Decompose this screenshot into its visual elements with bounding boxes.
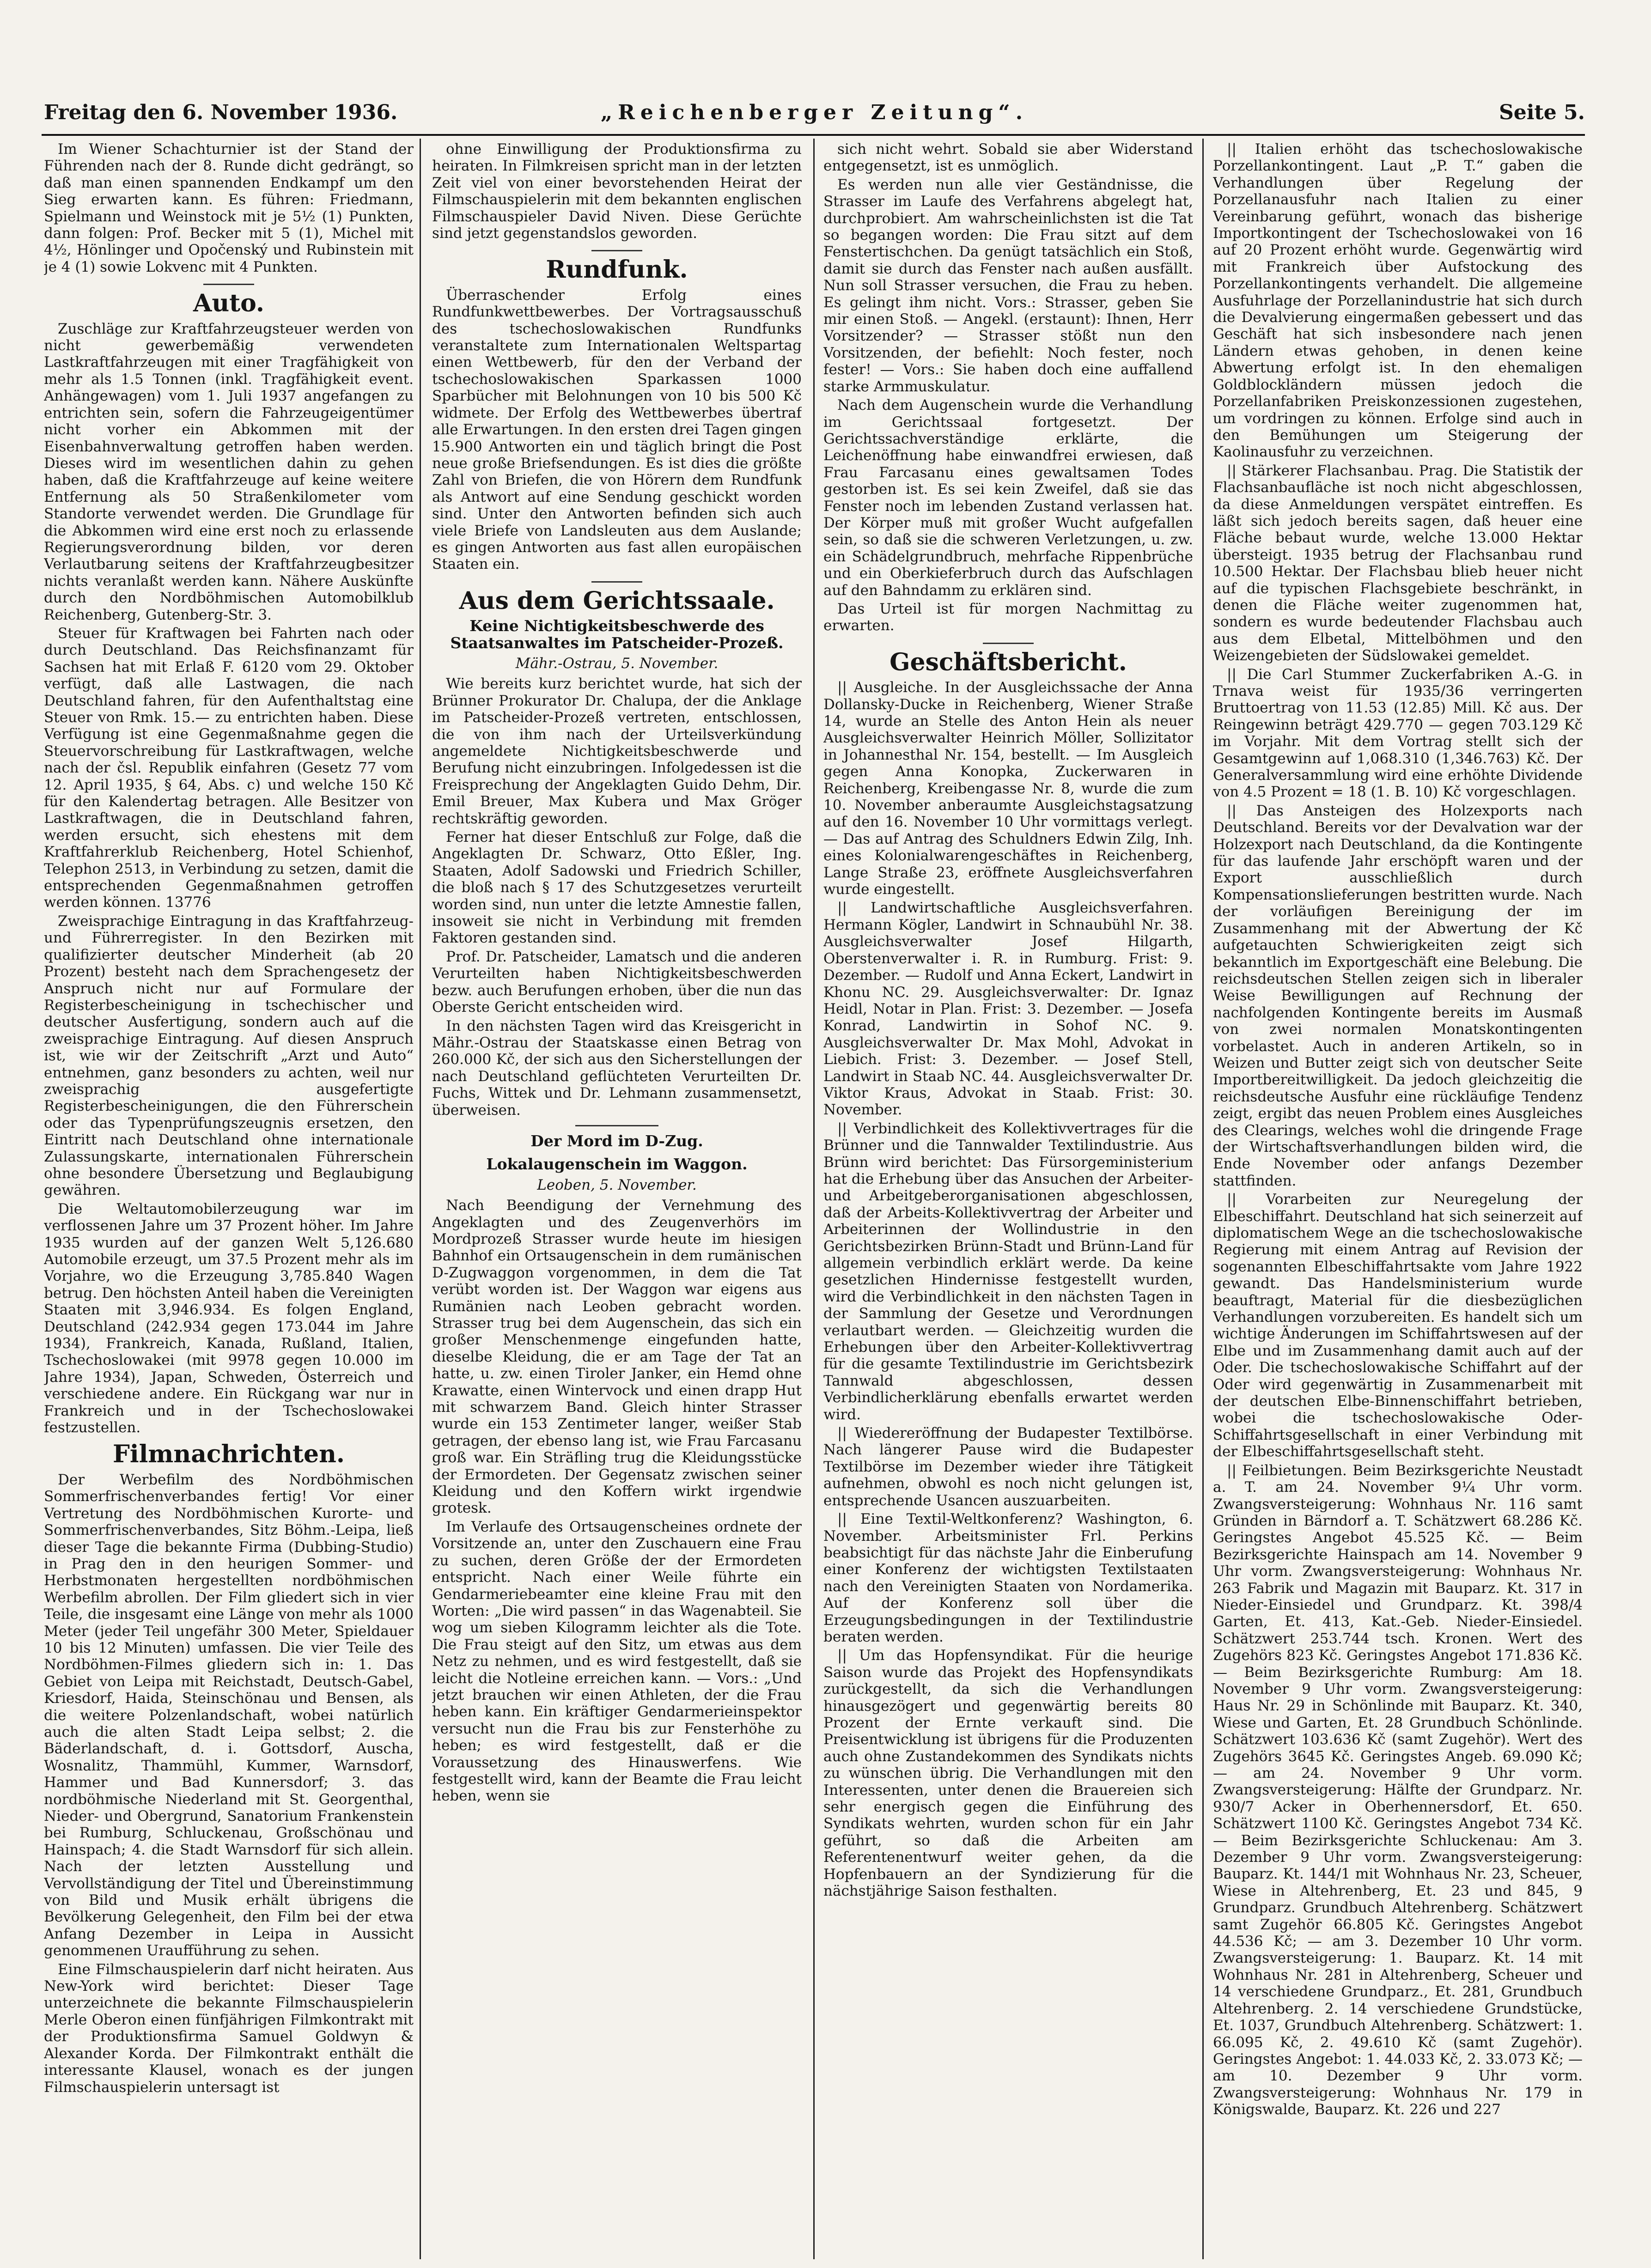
masthead bbox=[44, 101, 1585, 133]
section-title-business: Geschäftsbericht. bbox=[889, 648, 1127, 676]
section-title-auto: Auto. bbox=[193, 289, 265, 318]
film-article: Der Werbefilm des Nordböhmischen Sommerfrischenverbandes fertig! Vor einer Vertretung des Nordböhmischen Kurorte- und Sommerfrischenverbandes, Sitz Böhm.-Leipa, ließ dieser Tage die bekannte Firma (Dubbing-Studio) in Prag den in den heurigen Sommer- und Herbstmonaten hergestellten nordböhmischen Werbefilm abrollen. Der Film gliedert sich in vier Teile, die insgesamt eine Länge von mehr als 1000 Meter (jeder Teil ungefähr 300 Meter, Spieldauer 10 bis 12 Minuten) umfassen. Die vier Teile des Nordböhmen-Filmes gliedern sich in: 1. Das Gebiet von Leipa mit Reichstadt, Deutsch-Gabel, Kriesdorf, Haida, Steinschönau und Bensen, als die weitere Polzenlandschaft, wobei natürlich auch die alten Stadt Leipa selbst; 2. die Bäderlandschaft, d. i. Gottsdorf, Auscha, Wosnalitz, Thammühl, Kummer, Warnsdorf, Hammer und Bad Kunnersdorf; 3. das nordböhmische Niederland mit St. Georgenthal, Nieder- und Obergrund, Sanatorium Frankenstein bei Rumburg, Schluckenau, Großschönau und Hainspach; 4. die Stadt Warnsdorf für sich allein. Nach der letzten Ausstellung und Vervollständigung der Titel und Übereinstimmung von Bild und Musik erhält übrigens die Bevölkerung Gelegenheit, den Film bei der etwa Anfang Dezember in Leipa in Aussicht genommenen Uraufführung zu sehen. bbox=[44, 1471, 414, 1959]
business-item: || Wiedereröffnung der Budapester Textilbörse. Nach längerer Pause wird die Budapester Textilbörse im Dezember wieder ihre Tätigkeit aufnehmen, obwohl es noch nicht gelungen ist, entsprechende Usancen auszuarbeiten. bbox=[823, 1425, 1193, 1509]
film-article-continued: ohne Einwilligung der Produktionsfirma zu heiraten. In Filmkreisen spricht man in der letzten Zeit viel von einer bevorstehenden Heirat der Filmschauspielerin mit dem bekannten englischen Filmschauspieler David Niven. Diese Gerüchte sind jetzt gegenstandslos geworden. bbox=[432, 141, 802, 242]
murder-article: Nach Beendigung der Vernehmung des Angeklagten und des Zeugenverhörs im Mordprozeß Strasser wurde heute im hiesigen Bahnhof ein Ortsaugenschein in dem rumänischen D-Zugwaggon vorgenommen, in dem die Tat verübt worden ist. Der Waggon war eigens aus Rumänien nach Leoben gebracht worden. Strasser trug bei dem Augenschein, das sich ein großer Menschenmenge eingefunden hatte, dieselbe Kleidung, die er am Tage der Tat an hatte, u. zw. einen Tiroler Janker, ein Hemd ohne Krawatte, einen Wintervock und einen drapp Hut mit schwarzem Band. Gleich hinter Strasser wurde ein 153 Zentimeter langer, weißer Stab getragen, der ebenso lang ist, wie Frau Farcasanu groß war. Ein Sträfling trug die Kleidungsstücke der Ermordeten. Der Gegensatz zwischen seiner Kleidung und den Koffern wirkt irgendwie grotesk. bbox=[432, 1197, 802, 1517]
court-article: In den nächsten Tagen wird das Kreisgericht in Mähr.-Ostrau der Staatskasse einen Betrag von 260.000 Kč, der sich aus den Sicherstellungen der nach Deutschland geflüchteten Verurteilten Dr. Fuchs, Wittek und Dr. Lehmann zusammensetzt, überweisen. bbox=[432, 1017, 802, 1119]
business-item: || Stärkerer Flachsanbau. Prag. Die Statistik der Flachsanbaufläche ist noch nicht abgeschlossen, da diese Anmeldungen verspätet eintreffen. Es läßt sich jedoch bereits sagen, daß heuer eine Fläche bebaut wurde, welche 13.000 Hektar übersteigt. 1935 betrug der Flachsanbau rund 10.500 Hektar. Der Flachsbau blieb heuer nicht auf die typischen Flachsgebiete beschränkt, in denen die Fläche weiter zugenommen hat, sondern es wurde bedeutender Flachsbau auch aus dem Elbetal, Mittelböhmen und den Weizengebieten der Südslowakei gemeldet. bbox=[1213, 462, 1583, 664]
business-item: || Verbindlichkeit des Kollektivvertrages für die Brünner und die Tannwalder Textilindustrie. Aus Brünn wird berichtet: Das Fürsorgeministerium hat die Erhebung über das Ansuchen der Arbeiter- und Arbeitgeberorganisationen abgeschlossen, daß der Arbeits-Kollektivvertrag der Arbeiter und Arbeiterinnen der Wollindustrie in den Gerichtsbezirken Brünn-Stadt und Brünn-Land für allgemein verbindlich erklärt werde. Da keine gesetzlichen Hindernisse festgestellt wurden, wird die Verbindlichkeit in den nächsten Tagen in der Sammlung der Gesetze und Verordnungen verlautbart werden. — Gleichzeitig wurden die Erhebungen über den Arbeiter-Kollektivvertrag für die gesamte Textilindustrie im Gerichtsbezirk Tannwald abgeschlossen, dessen Verbindlicherklärung ebenfalls erwartet werden wird. bbox=[823, 1120, 1193, 1423]
separator bbox=[983, 643, 1034, 644]
auto-article: Steuer für Kraftwagen bei Fahrten nach oder durch Deutschland. Das Reichsfinanzamt für Sachsen hat mit Erlaß F. 6120 vom 29. Oktober verfügt, daß alle Lastwagen, die nach Deutschland fahren, für den Aufenthaltstag eine Steuer von Rmk. 15.— zu entrichten haben. Diese Verfügung ist eine Gegenmaßnahme gegen die Steuervorschreibung für Lastkraftwagen, welche nach der čsl. Republik einfahren (Gesetz 77 vom 12. April 1935, § 64, Abs. c) und welche 150 Kč für den Kalendertag betragen. Alle Besitzer von Lastkraftwagen, die in Deutschland fahren, werden ersucht, sich ehestens mit dem Kraftfahrerklub Reichenberg, Hotel Schienhof, Telephon 2513, in Verbindung zu setzen, damit die entsprechenden Gegenmaßnahmen getroffen werden können. 13776 bbox=[44, 625, 414, 911]
column-4 bbox=[1213, 141, 1583, 2257]
column-1 bbox=[44, 141, 414, 2257]
business-item: || Die Carl Stummer Zuckerfabriken A.-G. in Trnava weist für 1935/36 verringerten Bruttoertrag von 11.53 (12.85) Mill. Kč aus. Der Reingewinn beträgt 429.770 — gegen 703.129 Kč im Vorjahr. Mit dem Vortrag stellt sich der Gesamtgewinn auf 1,068.310 (1,346.763) Kč. Der Generalversammlung wird eine erhöhte Dividende von 4.5 Prozent = 18 (1. B. 10) Kč vorgeschlagen. bbox=[1213, 666, 1583, 801]
business-item: || Um das Hopfensyndikat. Für die heurige Saison wurde das Projekt des Hopfensyndikats zurückgestellt, da sich die Verhandlungen hinausgezögert und gegenwärtig bereits 80 Prozent der Ernte verkauft sind. Die Preisentwicklung ist übrigens für die Produzenten auch ohne Zustandekommen des Syndikats nichts zu wünschen übrig. Die Verhandlungen mit den Interessenten, unter denen die Brauereien sich sehr energisch gegen die Einführung des Syndikats wehrten, wurden schon für ein Jahr geführt, so daß die Arbeiten am Referentenentwurf weiter gehen, da die Hopfenbauern an der Syndizierung für die nächstjährige Saison festhalten. bbox=[823, 1647, 1193, 1900]
page-number: Seite 5. bbox=[1499, 101, 1585, 124]
radio-article: Überraschender Erfolg eines Rundfunkwettbewerbes. Der Vortragsausschuß des tschechoslowakischen Rundfunks veranstaltete zum Internationalen Weltspartag einen Wettbewerb, für den der Verband der tschechoslowakischen Sparkassen 1000 Sparbücher mit Belohnungen von 10 bis 500 Kč widmete. Der Erfolg des Wettbewerbes übertraf alle Erwartungen. In den ersten drei Tagen gingen 15.900 Antworten ein und täglich bringt die Post neue große Briefsendungen. Es ist dies die größte Zahl von Briefen, die von Hörern dem Rundfunk als Antwort auf eine Sendung geschickt worden sind. Unter den Antworten befinden sich auch viele Briefe von Landsleuten aus dem Auslande; es gingen Antworten aus fast allen europäischen Staaten ein. bbox=[432, 286, 802, 573]
dateline: Leoben, 5. November. bbox=[537, 1176, 697, 1193]
murder-article-continued: sich nicht wehrt. Sobald sie aber Widerstand entgegensetzt, ist es unmöglich. bbox=[823, 141, 1193, 175]
business-item: || Vorarbeiten zur Neuregelung der Elbeschiffahrt. Deutschland hat sich seinerzeit auf diplomatischem Wege an die tschechoslowakische Regierung mit einem Antrag auf Revision der sogenannten Elbeschiffahrtsakte vom Jahre 1922 gewandt. Das Handelsministerium wurde beauftragt, Material für die diesbezüglichen Verhandlungen vorzubereiten. Es handelt sich um wichtige Änderungen im Schiffahrtswesen auf der Elbe und im Zusammenhang damit auch auf der Oder. Die tschechoslowakische Schiffahrt auf der Oder wird gegenwärtig in Zusammenarbeit mit der deutschen Elbe-Binnenschiffahrt betrieben, wobei die tschechoslowakische Oder-Schiffahrtsgesellschaft in einer Verbindung mit der Elbeschiffahrtsgesellschaft steht. bbox=[1213, 1191, 1583, 1460]
business-item: || Italien erhöht das tschechoslowakische Porzellankontingent. Laut „P. T.“ gaben die Verhandlungen über Regelung der Porzellanausfuhr nach Italien zu einer Vereinbarung geführt, wonach das bisherige Importkontingent der Tschechoslowakei von 16 auf 20 Prozent erhöht wurde. Gegenwärtig wird mit Frankreich über Aufstockung des Porzellankontingents verhandelt. Die allgemeine Ausfuhrlage der Porzellanindustrie hat sich durch die Devalvierung eingermaßen gebessert und das Geschäft hat sich insbesondere nach jenen Ländern etwas gehoben, in denen keine Abwertung erfolgt ist. In den ehemaligen Goldblockländern müssen jedoch die Porzellanfabriken Preiskonzessionen zugestehen, um vordringen zu können. Erfolge sind auch in den Bemühungen um Steigerung der Kaolinausfuhr zu verzeichnen. bbox=[1213, 141, 1583, 461]
article-subheadline: Lokalaugenschein im Waggon. bbox=[486, 1155, 748, 1174]
murder-article: Nach dem Augenschein wurde die Verhandlung im Gerichtssaal fortgesetzt. Der Gerichtssachverständige erklärte, die Leichenöffnung habe einwandfrei erwiesen, daß Frau Farcasanu eines gewaltsamen Todes gestorben ist. Es sei kein Zweifel, daß sie das Fenster noch im lebenden Zustand verlassen hat. Der Körper muß mit großer Wucht aufgefallen sein, so daß sie die schweren Verletzungen, u. zw. ein Schädelgrundbruch, mehrfache Rippenbrüche und ein Oberkieferbruch durch das Aufschlagen auf den Bahndamm zu erklären sind. bbox=[823, 397, 1193, 599]
column-divider bbox=[1202, 139, 1204, 2259]
article-headline: Der Mord im D-Zug. bbox=[530, 1131, 703, 1150]
header-rule bbox=[42, 134, 1585, 136]
court-article: Ferner hat dieser Entschluß zur Folge, daß die Angeklagten Dr. Schwarz, Otto Eßler, Ing. Staaten, Adolf Sadowski und Friedrich Schiller, die bloß nach § 17 des Schutzgesetzes verurteilt worden sind, nun unter die letzte Amnestie fallen, insoweit sie nicht in Verbindung mit fremden Faktoren gestanden sind. bbox=[432, 829, 802, 947]
column-3 bbox=[823, 141, 1193, 2257]
court-article: Prof. Dr. Patscheider, Lamatsch und die anderen Verurteilten haben Nichtigkeitsbeschwerden bezw. auch Berufungen erhoben, über die nun das Oberste Gericht entscheiden wird. bbox=[432, 948, 802, 1016]
separator bbox=[591, 581, 642, 583]
newspaper-title: „Reichenberger Zeitung“. bbox=[600, 101, 1029, 124]
section-title-film: Filmnachrichten. bbox=[112, 1440, 345, 1469]
column-divider bbox=[813, 139, 815, 2259]
business-item: || Eine Textil-Weltkonferenz? Washington, 6. November. Arbeitsminister Frl. Perkins beabsichtigt für das nächste Jahr die Einberufung einer Konferenz der wichtigsten Textilstaaten nach den Vereinigten Staaten von Nordamerika. Auf der Konferenz soll über die Erzeugungsbedingungen in der Textilindustrie beraten werden. bbox=[823, 1511, 1193, 1645]
film-article: Eine Filmschauspielerin darf nicht heiraten. Aus New-York wird berichtet: Dieser Tage unterzeichnete die bekannte Filmschauspielerin Merle Oberon einen fünfjährigen Filmkontrakt mit der Produktionsfirma Samuel Goldwyn & Alexander Korda. Der Filmkontrakt enthält die interessante Klausel, wonach es der jungen Filmschauspielerin untersagt ist bbox=[44, 1961, 414, 2096]
court-article: Wie bereits kurz berichtet wurde, hat sich der Brünner Prokurator Dr. Chalupa, der die Anklage im Patscheider-Prozeß vertreten, entschlossen, die von ihm nach der Urteilsverkündung angemeldete Nichtigkeitsbeschwerde und Berufung nicht einzubringen. Infolgedessen ist die Freisprechung der Angeklagten Guido Dehm, Dir. Emil Breuer, Max Kubera und Max Gröger rechtskräftig geworden. bbox=[432, 675, 802, 827]
auto-article: Zuschläge zur Kraftfahrzeugsteuer werden von nicht gewerbemäßig verwendeten Lastkraftfahrzeugen mit einer Tragfähigkeit von mehr als 1.5 Tonnen (inkl. Tragfähigkeit event. Anhängewagen) vom 1. Juli 1937 angefangen zu entrichten sein, sofern die Fahrzeugeigentümer nicht vorher ein Abkommen mit der Eisenbahnverwaltung getroffen haben werden. Dieses wird im wesentlichen dahin zu gehen haben, daß die Kraftfahrzeuge auf keine weitere Entfernung als 50 Straßenkilometer vom Standorte verwendet werden. Die Grundlage für die Abkommen wird eine erst noch zu erlassende Regierungsverordnung bilden, vor deren Verlautbarung seitens der Kraftfahrzeugbesitzer nichts veranlaßt werden kann. Nähere Auskünfte durch den Nordböhmischen Automobilklub Reichenberg, Gutenberg-Str. 3. bbox=[44, 320, 414, 623]
dateline: Mähr.-Ostrau, 5. November. bbox=[515, 655, 719, 672]
separator bbox=[591, 250, 642, 251]
separator bbox=[575, 1125, 658, 1126]
column-2 bbox=[432, 141, 802, 2257]
business-item: || Das Ansteigen des Holzexports nach Deutschland. Bereits vor der Devalvation war der Holzexport nach Deutschland, da die Kontingente für das laufende Jahr erschöpft waren und der Export ausschließlich durch Kompensationslieferungen bestritten wurde. Nach der vorläufigen Bereinigung der im Zusammenhang mit der Abwertung der Kč aufgetauchten Schwierigkeiten zeigt sich bekanntlich im Exportgeschäft eine Belebung. Die reichsdeutschen Stellen zeigen sich in liberaler Weise Bewilligungen auf Rechnung der nachfolgenden Kontingente bereits im Ausmaß von zwei normalen Monatskontingenten vorbelastet. Auch in anderen Artikeln, so in Weizen und Butter zeigt sich von deutscher Seite Importbereitwilligkeit. Da jedoch gleichzeitig die reichsdeutsche Ausfuhr eine rückläufige Tendenz zeigt, ergibt das neuen Problem eines Ausgleiches des Clearings, welches wohl die dringende Frage der Wirtschaftsverhandlungen bilden wird, die Ende November oder anfangs Dezember stattfinden. bbox=[1213, 802, 1583, 1189]
chess-article: Im Wiener Schachturnier ist der Stand der Führenden nach der 8. Runde dicht gedrängt, so daß man einen spannenden Endkampf um den Sieg erwarten kann. Es führen: Friedmann, Spielmann und Weinstock mit je 5½ (1) Punkten, dann folgen: Prof. Becker mit 5 (1), Michel mit 4½, Hönlinger und Opočenský und Rubinstein mit je 4 (1) sowie Lokvenc mit 4 Punkten. bbox=[44, 141, 414, 275]
column-divider bbox=[420, 139, 421, 2259]
separator bbox=[203, 284, 254, 285]
business-item: || Feilbietungen. Beim Bezirksgerichte Neustadt a. T. am 24. November 9¼ Uhr vorm. Zwangsversteigerung: Wohnhaus Nr. 116 samt Gründen in Bärndorf a. T. Schätzwert 68.286 Kč. Geringstes Angebot 45.525 Kč. — Beim Bezirksgerichte Hainspach am 14. November 9 Uhr vorm. Zwangsversteigerung: Wohnhaus Nr. 263 Fabrik und Magazin mit Bauparz. Kt. 317 in Nieder-Einsiedel und Grundparz. Kt. 398/4 Garten, Et. 413, Kat.-Geb. Nieder-Einsiedel. Schätzwert 253.744 tsch. Kronen. Wert des Zugehörs 823 Kč. Geringstes Angebot 171.836 Kč. — Beim Bezirksgerichte Rumburg: Am 18. November 9 Uhr vorm. Zwangsversteigerung: Haus Nr. 29 in Schönlinde mit Bauparz. Kt. 340, Wiese und Garten, Et. 28 Grundbuch Schönlinde. Schätzwert 103.636 Kč (samt Zugehör). Wert des Zugehörs 3645 Kč. Geringstes Angeb. 69.090 Kč; — am 24. November 9 Uhr vorm. Zwangsversteigerung: Hälfte der Grundparz. Nr. 930/7 Acker in Oberhennersdorf, Et. 650. Schätzwert 1100 Kč. Geringstes Angebot 734 Kč. — Beim Bezirksgerichte Schluckenau: Am 3. Dezember 9 Uhr vorm. Zwangsversteigerung: Bauparz. Kt. 144/1 mit Wohnhaus Nr. 23, Scheuer, Wiese in Altehrenberg, Et. 23 und 845, 9 Grundparz. Grundbuch Altehrenberg. Schätzwert samt Zugehör 66.805 Kč. Geringstes Angebot 44.536 Kč; — am 3. Dezember 10 Uhr vorm. Zwangsversteigerung: 1. Bauparz. Kt. 14 mit Wohnhaus Nr. 281 in Altehrenberg, Scheuer und 14 verschiedene Grundparz., Et. 281, Grundbuch Altehrenberg. 2. 14 verschiedene Grundstücke, Et. 1037, Grundbuch Altehrenberg. Schätzwert: 1. 66.095 Kč, 2. 49.610 Kč (samt Zugehör). Geringstes Angebot: 1. 44.033 Kč, 2. 33.073 Kč; — am 10. Dezember 9 Uhr vorm. Zwangsversteigerung: Wohnhaus Nr. 179 in Königswalde, Bauparz. Kt. 226 und 227 bbox=[1213, 1462, 1583, 2118]
section-title-radio: Rundfunk. bbox=[546, 255, 688, 284]
murder-article: Im Verlaufe des Ortsaugenscheines ordnete der Vorsitzende an, unter den Zuschauern eine Frau zu suchen, deren Größe der der Ermordeten entspricht. Nach einer Weile führte ein Gendarmeriebeamter eine kleine Frau mit den Worten: „Die wird passen“ in das Wagenabteil. Sie wog um sieben Kilogramm leichter als die Tote. Die Frau steigt auf den Sitz, um etwas aus dem Netz zu nehmen, und es wird festgestellt, daß sie leicht die Notleine erreichen kann. — Vors.: „Und jetzt brauchen wir einen Athleten, der die Frau heben kann. Ein kräftiger Gendarmerieinspektor versucht nun die Frau bis zur Fensterhöhe zu heben; es wird festgestellt, daß er die Voraussetzung des Hinauswerfens. Wie festgestellt wird, kann der Beamte die Frau leicht heben, wenn sie bbox=[432, 1518, 802, 1805]
section-title-court: Aus dem Gerichtssaale. bbox=[459, 586, 775, 615]
auto-article: Zweisprachige Eintragung in das Kraftfahrzeug- und Führerregister. In den Bezirken mit qualifizierter deutscher Minderheit (ab 20 Prozent) besteht nach dem Sprachengesetz der Anspruch nicht nur auf Formulare der Registerbescheinigung in tschechischer und deutscher Ausfertigung, sondern auch auf die zweisprachige Eintragung. Auf diesen Anspruch ist, wie wir der Zeitschrift „Arzt und Auto“ entnehmen, ganz besonders zu achten, weil nur zweisprachig ausgefertigte Registerbescheinigungen, die den Führerschein oder das Typenprüfungszeugnis ersetzen, den Eintritt nach Deutschland ohne internationale Zulassungskarte, internationalen Führerschein ohne besondere Übersetzung und Beglaubigung gewähren. bbox=[44, 912, 414, 1199]
murder-article: Das Urteil ist für morgen Nachmittag zu erwarten. bbox=[823, 600, 1193, 634]
issue-date: Freitag den 6. November 1936. bbox=[44, 101, 398, 124]
auto-article: Die Weltautomobilerzeugung war im verflossenen Jahre um 37 Prozent höher. Im Jahre 1935 wurden auf der ganzen Welt 5,126.680 Automobile erzeugt, um 37.5 Prozent mehr als im Vorjahre, wo die Erzeugung 3,785.840 Wagen betrug. Den höchsten Anteil haben die Vereinigten Staaten mit 3,946.934. Es folgen England, Deutschland (242.934 gegen 173.044 im Jahre 1934), Frankreich, Kanada, Rußland, Italien, Tschechoslowakei (mit 9978 gegen 10.000 im Jahre 1934), Japan, Schweden, Österreich und verschiedene andere. Ein Rückgang war nur in Frankreich und in der Tschechoslowakei festzustellen. bbox=[44, 1200, 414, 1436]
article-headline: Keine Nichtigkeitsbeschwerde des Staatsanwaltes im Patscheider-Prozeß. bbox=[450, 617, 784, 652]
murder-article: Es werden nun alle vier Geständnisse, die Strasser im Laufe des Verfahrens abgelegt hat, durchprobiert. Am wahrscheinlichsten ist die Tat so begangen worden: Die Frau sitzt auf dem Fenstertischchen. Da genügt tatsächlich ein Stoß, damit sie durch das Fenster nach außen ausfällt. Nun soll Strasser versuchen, die Frau zu heben. Es gelingt ihm nicht. Vors.: Strasser, geben Sie mir einen Stoß. — Angekl. (erstaunt): Ihnen, Herr Vorsitzender? — Strasser stößt nun den Vorsitzenden, der befiehlt: Noch fester, noch fester! — Vors.: Sie haben doch eine auffallend starke Armmuskulatur. bbox=[823, 176, 1193, 395]
business-item: || Landwirtschaftliche Ausgleichsverfahren. Hermann Kögler, Landwirt in Schnaubühl Nr. 38. Ausgleichsverwalter Josef Hilgarth, Oberstenverwalter i. R. in Rumburg. Frist: 9. Dezember. — Rudolf und Anna Eckert, Landwirt in Khonu NC. 29. Ausgleichsverwalter: Dr. Ignaz Heidl, Notar in Plan. Frist: 3. Dezember. — Josefa Konrad, Landwirtin in Sohof NC. 9. Ausgleichsverwalter Dr. Max Mohl, Advokat in Liebich. Frist: 3. Dezember. — Josef Stell, Landwirt in Staab NC. 44. Ausgleichsverwalter Dr. Viktor Kraus, Advokat in Staab. Frist: 30. November. bbox=[823, 900, 1193, 1119]
business-item: || Ausgleiche. In der Ausgleichssache der Anna Dollansky-Ducke in Reichenberg, Wiener Straße 14, wurde an Stelle des Anton Hein als neuer Ausgleichsverwalter Heinrich Möller, Sollizitator in Johannesthal Nr. 154, bestellt. — Im Ausgleich gegen Anna Konopka, Zuckerwaren in Reichenberg, Kreibengasse Nr. 8, wurde die zum 10. November anberaumte Ausgleichstagsatzung auf den 16. November 10 Uhr vormittags verlegt. — Das auf Antrag des Schuldners Edwin Zilg, Inh. eines Kolonialwarengeschäftes in Reichenberg, Lange Straße 23, eröffnete Ausgleichsverfahren wurde eingestellt. bbox=[823, 679, 1193, 898]
